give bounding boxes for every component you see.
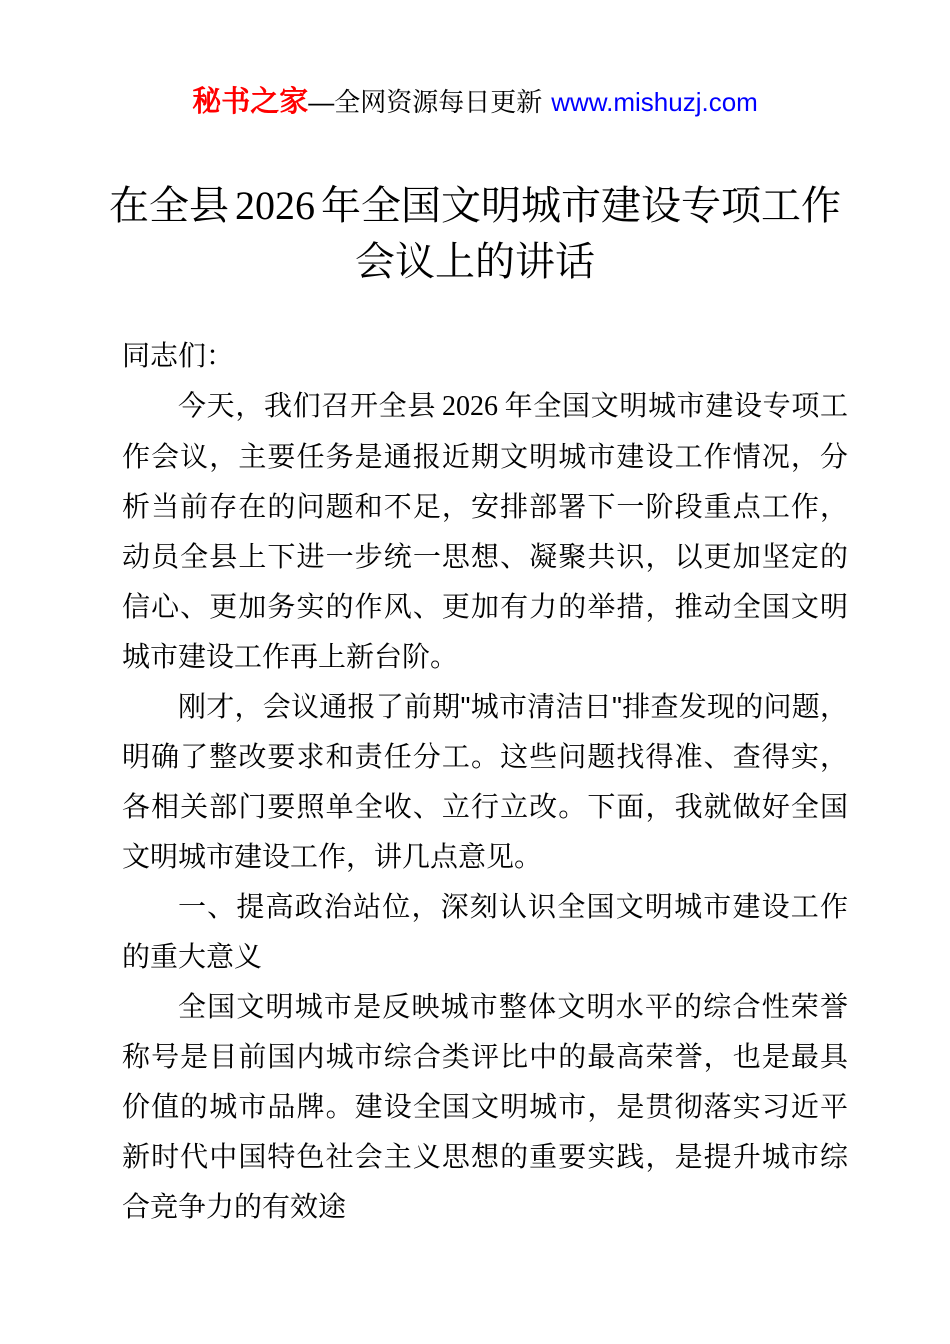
document-body [122, 331, 848, 1232]
site-url-link[interactable]: www.mishuzj.com [551, 87, 758, 117]
title-text-pre: 在全县 [109, 184, 229, 228]
title-text-post: 年全国文明城市建设专项工作 [321, 184, 841, 228]
document-title-line1 [0, 178, 950, 234]
site-header [0, 84, 950, 120]
salutation: 同志们： [122, 340, 235, 371]
section-heading-1: 一、提高政治站位，深刻认识全国文明城市建设工作的重大意义 [122, 891, 848, 972]
document-title [0, 178, 950, 290]
paragraph-opening [122, 381, 848, 682]
site-brand: 秘书之家 [192, 86, 309, 118]
paragraph-opening-text-pre: 今天，我们召开全县 [178, 390, 436, 421]
site-tagline: —全网资源每日更新 [308, 87, 543, 117]
document-title-line2: 会议上的讲话 [355, 240, 595, 284]
paragraph-opening-text-post: 年全国文明城市建设专项工作会议，主要任务是通报近期文明城市建设工作情况，分析当前存在的问题和不足，安排部署下一阶段重点工作，动员全县上下进一步统一思想、凝聚共识，以更加坚定的信心、更加务实的作风、更加有力的举措，推动全国文明城市建设工作再上新台阶。 [122, 390, 848, 672]
paragraph-opening-year-number: 2026 [442, 391, 498, 422]
paragraph-briefing: 刚才，会议通报了前期"城市清洁日"排查发现的问题，明确了整改要求和责任分工。这些问题找得准、查得实，各相关部门要照单全收、立行立改。下面，我就做好全国文明城市建设工作，讲几点意见。 [122, 691, 848, 872]
title-year-number: 2026 [235, 183, 315, 228]
paragraph-significance: 全国文明城市是反映城市整体文明水平的综合性荣誉称号是目前国内城市综合类评比中的最高荣誉，也是最具价值的城市品牌。建设全国文明城市，是贯彻落实习近平新时代中国特色社会主义思想的重要实践，是提升城市综合竞争力的有效途 [122, 991, 848, 1222]
